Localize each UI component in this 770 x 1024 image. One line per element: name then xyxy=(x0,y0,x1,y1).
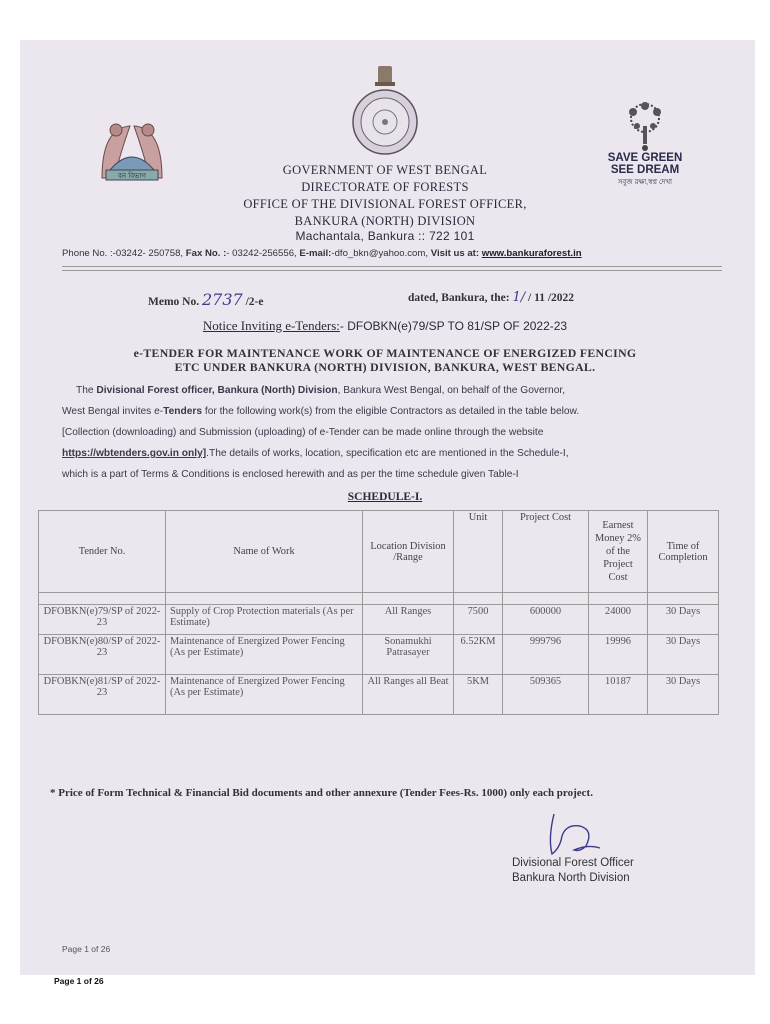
table-row: DFOBKN(e)81/SP of 2022-23 Maintenance of Energized Power Fencing (As per Estimate) All Ranges all Beat 5KM 509365 10187 30 Days xyxy=(39,675,719,715)
col-earnest-money: Earnest Money 2% of the Project Cost xyxy=(589,511,648,593)
subject-line-2: ETC UNDER BANKURA (NORTH) DIVISION, BANKURA, WEST BENGAL. xyxy=(174,360,596,374)
notice-title: Notice Inviting e-Tenders:- DFOBKN(e)79/SP TO 81/SP OF 2022-23 xyxy=(202,318,568,333)
header-office: OFFICE OF THE DIVISIONAL FOREST OFFICER, xyxy=(243,197,527,211)
col-name-of-work: Name of Work xyxy=(166,511,363,593)
subject-line-1: e-TENDER FOR MAINTENANCE WORK OF MAINTENANCE OF ENERGIZED FENCING xyxy=(133,346,637,360)
header-govt: GOVERNMENT OF WEST BENGAL xyxy=(282,163,488,177)
col-unit: Unit xyxy=(454,511,503,593)
page-number-scan: Page 1 of 26 xyxy=(62,944,111,954)
website-link[interactable]: www.bankuraforest.in xyxy=(481,248,582,259)
table-spacer-row xyxy=(39,593,719,605)
divider xyxy=(62,266,722,267)
col-project-cost: Project Cost xyxy=(503,511,589,593)
header-division: BANKURA (NORTH) DIVISION xyxy=(294,214,476,228)
contact-line: Phone No. :-03242- 250758, Fax No. :- 03242-256556, E-mail:-dfo_bkn@yahoo.com, Visit us at: www.bankuraforest.in xyxy=(62,248,582,259)
divider xyxy=(62,270,722,271)
header-address: Machantala, Bankura :: 722 101 xyxy=(295,229,475,243)
memo-number: Memo No. 2737 /2-e xyxy=(148,290,264,309)
page-number: Page 1 of 26 xyxy=(54,976,104,986)
save-green-logo-text: SAVE GREEN SEE DREAM সবুজ রক্ষা,স্বপ্ন দেখা xyxy=(607,152,683,186)
signature-icon xyxy=(540,808,610,860)
signature-block: Divisional Forest Officer Bankura North Division xyxy=(512,857,634,884)
svg-text:বন বিভাগ: বন বিভাগ xyxy=(117,172,147,180)
col-tender-no: Tender No. xyxy=(39,511,166,593)
tender-fee-note: * Price of Form Technical & Financial Bid documents and other annexure (Tender Fees-Rs. 1000) only each project. xyxy=(50,787,593,799)
save-green-tree-icon xyxy=(605,100,685,152)
header-directorate: DIRECTORATE OF FORESTS xyxy=(301,180,469,194)
schedule-title: SCHEDULE-I. xyxy=(347,491,423,503)
memo-date: dated, Bankura, the: 1/ / 11 /2022 xyxy=(408,290,575,305)
col-location: Location Division /Range xyxy=(363,511,454,593)
schedule-table xyxy=(38,510,719,715)
table-row: DFOBKN(e)80/SP of 2022-23 Maintenance of Energized Power Fencing (As per Estimate) Sonamukhi Patrasayer 6.52KM 999796 19996 30 Days xyxy=(39,635,719,675)
table-row: DFOBKN(e)79/SP of 2022-23 Supply of Crop Protection materials (As per Estimate) All Ranges 7500 600000 24000 30 Days xyxy=(39,605,719,635)
body-paragraph: The Divisional Forest officer, Bankura (North) Division, Bankura West Bengal, on behalf of the Governor, West Bengal invites e-Tenders for the following work(s) from the eligible Contractors as detailed in the table below. [Collection (downloading) and Submission (uploading) of e-Tender can be made online through the website https://wbtenders.gov.in only].The details of works, location, specification etc are mentioned in the Schedule-I, which is a part of Terms & Conditions is enclosed herewith and as per the time schedule given Table-I xyxy=(62,385,580,480)
col-time: Time of Completion xyxy=(648,511,719,593)
memo-handwritten-number: 2737 xyxy=(201,290,243,309)
state-emblem-icon xyxy=(345,60,425,160)
